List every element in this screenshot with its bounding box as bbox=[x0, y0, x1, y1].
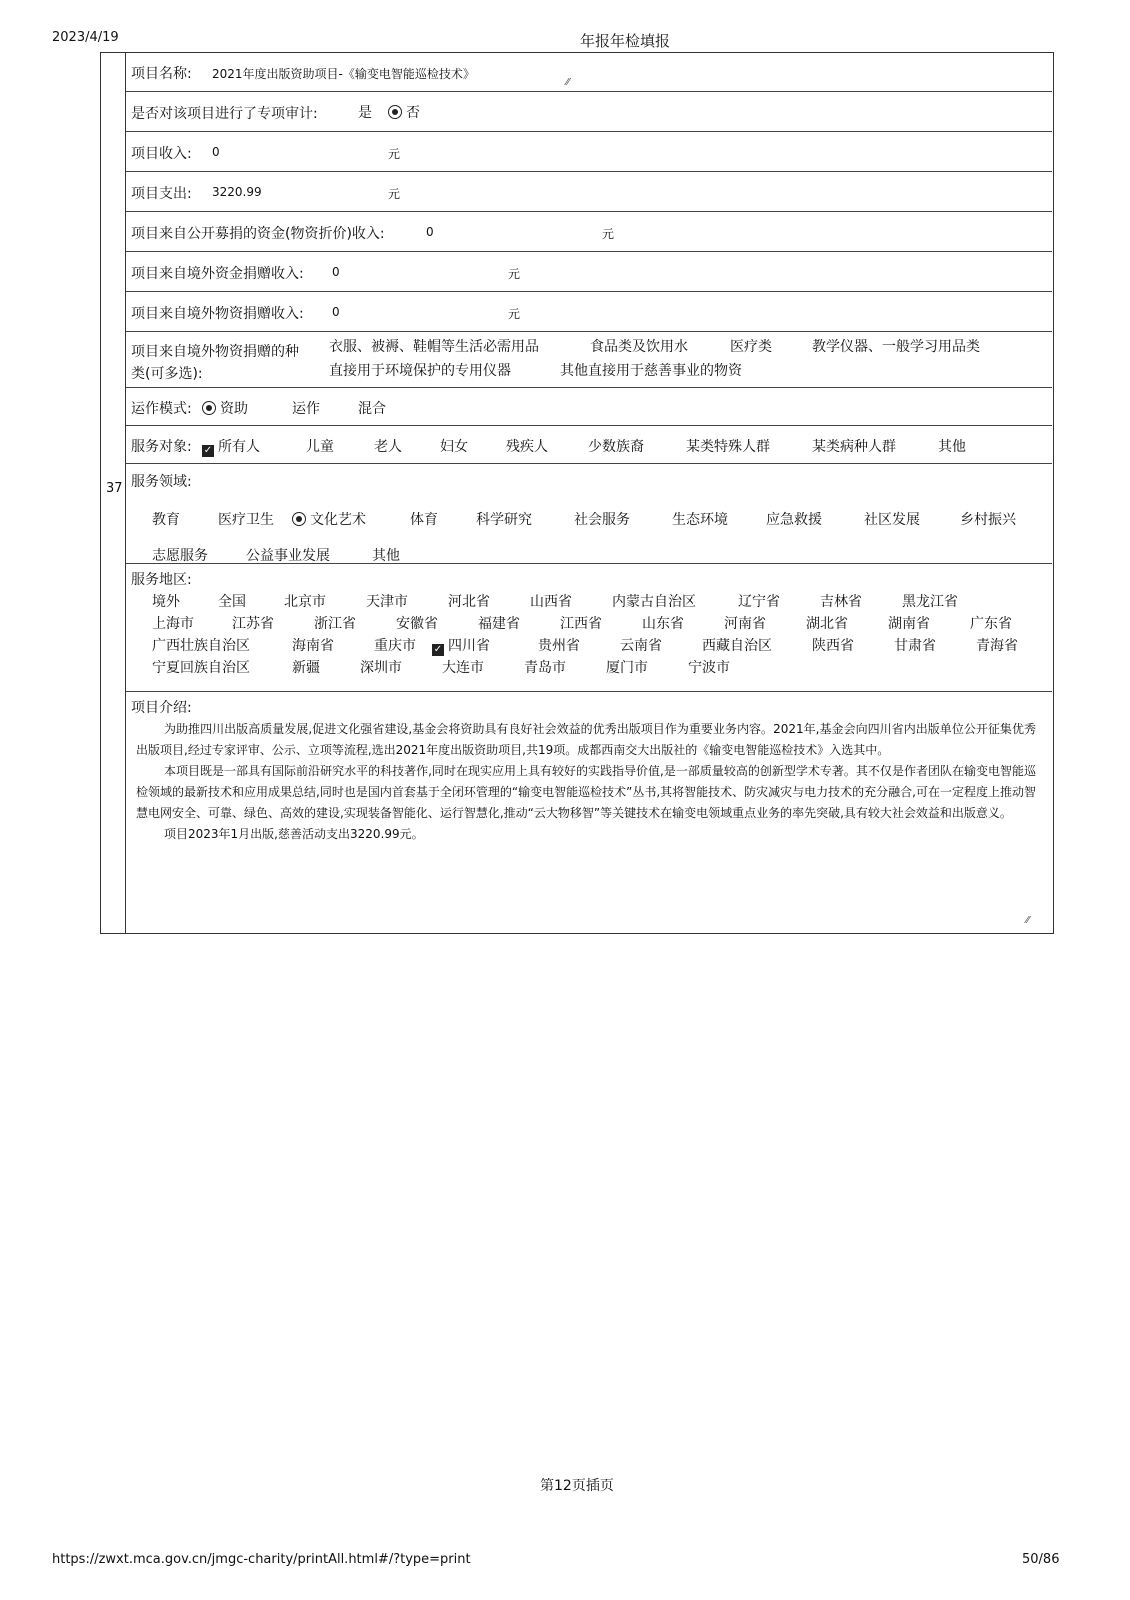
region-option[interactable]: 大连市 bbox=[442, 660, 484, 676]
region-option[interactable]: 广西壮族自治区 bbox=[152, 638, 250, 654]
region-option[interactable]: 浙江省 bbox=[314, 616, 356, 632]
checkbox-checked-icon: ✓ bbox=[433, 644, 443, 655]
goods-option-medical[interactable]: 医疗类 bbox=[730, 339, 772, 355]
region-option[interactable]: 甘肃省 bbox=[894, 638, 936, 654]
region-option[interactable]: 宁波市 bbox=[688, 660, 730, 676]
region-option[interactable]: 厦门市 bbox=[606, 660, 648, 676]
service-fields-label: 服务领域: bbox=[131, 474, 192, 490]
region-option[interactable]: 河南省 bbox=[724, 616, 766, 632]
public-fundraising-label: 项目来自公开募捐的资金(物资折价)收入: bbox=[131, 226, 385, 242]
region-option[interactable]: 青岛市 bbox=[524, 660, 566, 676]
special-audit-label: 是否对该项目进行了专项审计: bbox=[131, 106, 318, 122]
overseas-funds-label: 项目来自境外资金捐赠收入: bbox=[131, 266, 304, 282]
target-option-special-group[interactable]: 某类特殊人群 bbox=[686, 439, 770, 455]
service-targets-row bbox=[126, 425, 1052, 464]
public-fundraising-unit: 元 bbox=[602, 227, 615, 241]
project-intro-row bbox=[126, 691, 1052, 931]
public-fundraising-field[interactable]: 0 bbox=[426, 225, 434, 239]
row-number: 37 bbox=[106, 481, 123, 496]
field-option-sports[interactable]: 体育 bbox=[410, 512, 438, 528]
overseas-goods-row bbox=[126, 291, 1052, 332]
region-option-sichuan-label: 四川省 bbox=[448, 638, 490, 654]
region-option[interactable]: 全国 bbox=[218, 594, 246, 610]
intro-paragraph: 项目2023年1月出版,慈善活动支出3220.99元。 bbox=[164, 827, 424, 841]
region-option[interactable]: 西藏自治区 bbox=[702, 638, 772, 654]
expense-unit: 元 bbox=[388, 187, 401, 201]
radio-selected-icon bbox=[292, 512, 306, 526]
income-field[interactable]: 0 bbox=[212, 145, 220, 159]
project-intro-label: 项目介绍: bbox=[131, 700, 192, 716]
expense-label: 项目支出: bbox=[131, 186, 192, 202]
project-form bbox=[100, 52, 1054, 934]
target-option-minorities[interactable]: 少数族裔 bbox=[588, 439, 644, 455]
resize-handle-icon[interactable]: ⁄⁄ bbox=[566, 77, 570, 88]
region-option[interactable]: 北京市 bbox=[284, 594, 326, 610]
goods-option-environment[interactable]: 直接用于环境保护的专用仪器 bbox=[329, 363, 511, 379]
region-option[interactable]: 福建省 bbox=[478, 616, 520, 632]
goods-types-row bbox=[126, 331, 1052, 388]
region-option[interactable]: 境外 bbox=[152, 594, 180, 610]
project-intro-textarea[interactable] bbox=[136, 719, 1036, 845]
region-option[interactable]: 山东省 bbox=[642, 616, 684, 632]
income-row bbox=[126, 131, 1052, 172]
service-fields-row bbox=[126, 463, 1052, 564]
overseas-goods-unit: 元 bbox=[508, 307, 521, 321]
goods-types-label-line2: 类(可多选): bbox=[131, 366, 203, 382]
print-page-number: 50/86 bbox=[1022, 1552, 1060, 1567]
special-audit-row bbox=[126, 91, 1052, 132]
project-name-field[interactable]: 2021年度出版资助项目-《输变电智能巡检技术》 bbox=[212, 67, 475, 81]
form-body bbox=[125, 53, 1052, 933]
operation-option-grant-label: 资助 bbox=[220, 401, 248, 417]
field-option-research[interactable]: 科学研究 bbox=[476, 512, 532, 528]
region-option[interactable]: 上海市 bbox=[152, 616, 194, 632]
target-option-other[interactable]: 其他 bbox=[938, 439, 966, 455]
print-url: https://zwxt.mca.gov.cn/jmgc-charity/printAll.html#/?type=print bbox=[52, 1552, 471, 1567]
goods-option-teaching[interactable]: 教学仪器、一般学习用品类 bbox=[812, 339, 980, 355]
resize-handle-icon[interactable]: ⁄⁄ bbox=[1026, 915, 1030, 926]
target-option-disease-group[interactable]: 某类病种人群 bbox=[812, 439, 896, 455]
region-option[interactable]: 新疆 bbox=[292, 660, 320, 676]
field-option-rural[interactable]: 乡村振兴 bbox=[960, 512, 1016, 528]
region-option[interactable]: 广东省 bbox=[970, 616, 1012, 632]
service-targets-label: 服务对象: bbox=[131, 439, 192, 455]
overseas-goods-label: 项目来自境外物资捐赠收入: bbox=[131, 306, 304, 322]
goods-option-daily-necessities[interactable]: 衣服、被褥、鞋帽等生活必需用品 bbox=[329, 339, 539, 355]
operation-option-mixed[interactable]: 混合 bbox=[358, 401, 386, 417]
field-option-public-welfare[interactable]: 公益事业发展 bbox=[246, 548, 330, 564]
operation-mode-label: 运作模式: bbox=[131, 401, 192, 417]
region-option[interactable]: 黑龙江省 bbox=[902, 594, 958, 610]
region-option[interactable]: 青海省 bbox=[976, 638, 1018, 654]
region-option[interactable]: 云南省 bbox=[620, 638, 662, 654]
audit-option-no[interactable] bbox=[388, 102, 420, 122]
overseas-funds-unit: 元 bbox=[508, 267, 521, 281]
operation-option-operate[interactable]: 运作 bbox=[292, 401, 320, 417]
radio-selected-icon bbox=[202, 401, 216, 415]
overseas-goods-field[interactable]: 0 bbox=[332, 305, 340, 319]
field-option-education[interactable]: 教育 bbox=[152, 512, 180, 528]
region-option[interactable]: 湖北省 bbox=[806, 616, 848, 632]
income-label: 项目收入: bbox=[131, 146, 192, 162]
region-option[interactable]: 内蒙古自治区 bbox=[612, 594, 696, 610]
target-option-children[interactable]: 儿童 bbox=[306, 439, 334, 455]
project-name-label: 项目名称: bbox=[131, 66, 192, 82]
region-option[interactable]: 贵州省 bbox=[538, 638, 580, 654]
target-option-disabled[interactable]: 残疾人 bbox=[506, 439, 548, 455]
overseas-funds-field[interactable]: 0 bbox=[332, 265, 340, 279]
field-option-community[interactable]: 社区发展 bbox=[864, 512, 920, 528]
region-option-sichuan[interactable] bbox=[432, 635, 490, 656]
service-regions-row bbox=[126, 563, 1052, 692]
region-option[interactable]: 宁夏回族自治区 bbox=[152, 660, 250, 676]
target-option-everyone-label: 所有人 bbox=[218, 439, 260, 455]
audit-option-yes[interactable]: 是 bbox=[358, 105, 372, 121]
operation-option-grant[interactable] bbox=[202, 398, 248, 418]
print-date: 2023/4/19 bbox=[52, 30, 119, 45]
region-option[interactable]: 重庆市 bbox=[374, 638, 416, 654]
field-option-emergency[interactable]: 应急救援 bbox=[766, 512, 822, 528]
goods-option-food-water[interactable]: 食品类及饮用水 bbox=[590, 339, 688, 355]
field-option-culture-art-label: 文化艺术 bbox=[310, 512, 366, 528]
intro-paragraph: 为助推四川出版高质量发展,促进文化强省建设,基金会将资助具有良好社会效益的优秀出版项目作为重要业务内容。2021年,基金会向四川省内出版单位公开征集优秀出版项目,经过专家评审、公示、立项等流程,选出2021年度出版资助项目,共19项。成都西南交大出版社的《输变电智能巡检技术》入选其中。 bbox=[136, 722, 1036, 757]
region-option[interactable]: 山西省 bbox=[530, 594, 572, 610]
intro-paragraph: 本项目既是一部具有国际前沿研究水平的科技著作,同时在现实应用上具有较好的实践指导价值,是一部质量较高的创新型学术专著。其不仅是作者团队在输变电智能巡检领域的最新技术和应用成果总结,同时也是国内首套基于全闭环管理的“输变电智能巡检技术”丛书,其将智能技术、防灾减灾与电力技术的充分融合,可在一定程度上推动智慧电网安全、可靠、绿色、高效的建设,实现装备智能化、运行智慧化,推动“云大物移智”等关键技术在输变电领域重点业务的率先突破,具有较大社会效益和出版意义。 bbox=[136, 764, 1036, 820]
income-unit: 元 bbox=[388, 147, 401, 161]
region-option[interactable]: 安徽省 bbox=[396, 616, 438, 632]
target-option-everyone[interactable] bbox=[202, 436, 260, 457]
overseas-funds-row bbox=[126, 251, 1052, 292]
region-option[interactable]: 江西省 bbox=[560, 616, 602, 632]
region-option[interactable]: 天津市 bbox=[366, 594, 408, 610]
field-option-culture-art[interactable] bbox=[292, 509, 366, 529]
field-option-ecology[interactable]: 生态环境 bbox=[672, 512, 728, 528]
service-regions-label: 服务地区: bbox=[131, 572, 192, 588]
goods-types-label-line1: 项目来自境外物资捐赠的种 bbox=[131, 344, 299, 360]
radio-selected-icon bbox=[388, 105, 402, 119]
region-option[interactable]: 深圳市 bbox=[360, 660, 402, 676]
region-option[interactable]: 辽宁省 bbox=[738, 594, 780, 610]
project-name-row bbox=[126, 53, 1052, 92]
public-fundraising-row bbox=[126, 211, 1052, 252]
target-option-women[interactable]: 妇女 bbox=[440, 439, 468, 455]
region-option[interactable]: 江苏省 bbox=[232, 616, 274, 632]
goods-option-other-charity[interactable]: 其他直接用于慈善事业的物资 bbox=[560, 363, 742, 379]
insert-page-label: 第12页插页 bbox=[540, 1478, 614, 1494]
region-option[interactable]: 陕西省 bbox=[812, 638, 854, 654]
region-option[interactable]: 海南省 bbox=[292, 638, 334, 654]
field-option-medical[interactable]: 医疗卫生 bbox=[218, 512, 274, 528]
expense-row bbox=[126, 171, 1052, 212]
region-option[interactable]: 河北省 bbox=[448, 594, 490, 610]
field-option-other[interactable]: 其他 bbox=[372, 548, 400, 564]
target-option-elderly[interactable]: 老人 bbox=[374, 439, 402, 455]
operation-mode-row bbox=[126, 387, 1052, 426]
region-option[interactable]: 湖南省 bbox=[888, 616, 930, 632]
page-title: 年报年检填报 bbox=[580, 32, 671, 50]
checkbox-checked-icon: ✓ bbox=[203, 445, 213, 456]
region-option[interactable]: 吉林省 bbox=[820, 594, 862, 610]
field-option-social-service[interactable]: 社会服务 bbox=[574, 512, 630, 528]
audit-option-no-label: 否 bbox=[406, 105, 420, 121]
expense-field[interactable]: 3220.99 bbox=[212, 185, 262, 199]
field-option-volunteer[interactable]: 志愿服务 bbox=[152, 548, 208, 564]
